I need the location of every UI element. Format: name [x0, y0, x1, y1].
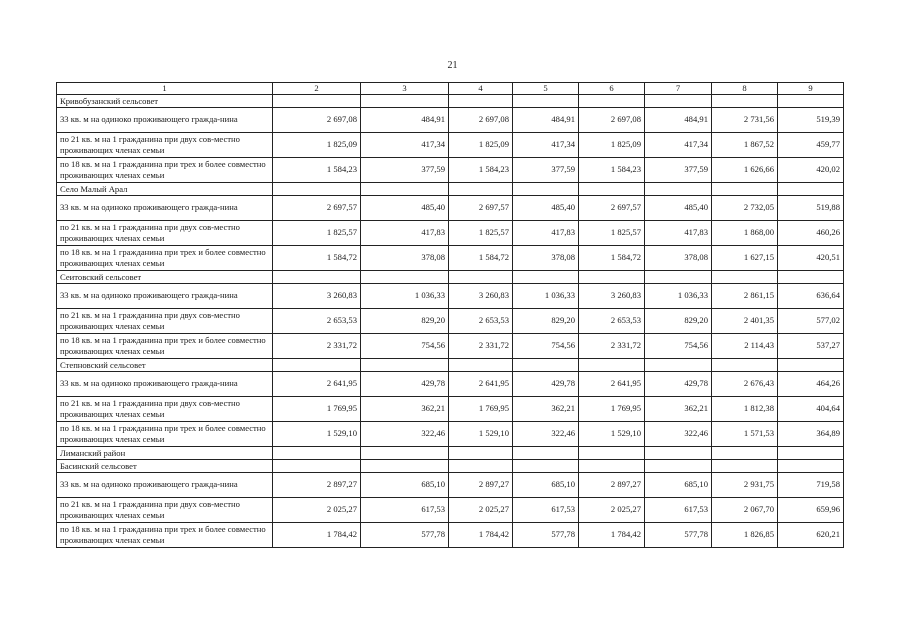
table-row: [57, 220, 844, 245]
value-cell: 2 732,05: [712, 195, 778, 220]
value-cell: 322,46: [361, 421, 449, 446]
value-cell: 1 529,10: [273, 421, 361, 446]
value-cell: 484,91: [513, 107, 579, 132]
value-cell: 2 897,27: [449, 472, 513, 497]
value-cell: 2 331,72: [449, 333, 513, 358]
table-row: [57, 522, 844, 547]
column-number-header: 3: [361, 83, 449, 95]
value-cell: 617,53: [513, 497, 579, 522]
section-title: Сеитовский сельсовет: [57, 270, 273, 283]
value-cell: 377,59: [513, 157, 579, 182]
value-cell: 378,08: [645, 245, 712, 270]
empty-cell: [449, 270, 513, 283]
value-cell: 2 697,57: [579, 195, 645, 220]
value-cell: 3 260,83: [449, 283, 513, 308]
empty-cell: [778, 94, 844, 107]
value-cell: 1 529,10: [579, 421, 645, 446]
value-cell: 2 931,75: [712, 472, 778, 497]
empty-cell: [273, 446, 361, 459]
value-cell: 2 653,53: [449, 308, 513, 333]
value-cell: 364,89: [778, 421, 844, 446]
value-cell: 417,83: [361, 220, 449, 245]
section-title: Басинский сельсовет: [57, 459, 273, 472]
value-cell: 3 260,83: [579, 283, 645, 308]
empty-cell: [449, 446, 513, 459]
value-cell: 2 676,43: [712, 371, 778, 396]
table-row: [57, 497, 844, 522]
value-cell: 1 784,42: [449, 522, 513, 547]
value-cell: 659,96: [778, 497, 844, 522]
column-number-header: 4: [449, 83, 513, 95]
empty-cell: [513, 358, 579, 371]
value-cell: 420,51: [778, 245, 844, 270]
value-cell: 362,21: [361, 396, 449, 421]
value-cell: 2 697,08: [449, 107, 513, 132]
empty-cell: [778, 358, 844, 371]
value-cell: 429,78: [645, 371, 712, 396]
empty-cell: [273, 270, 361, 283]
empty-cell: [273, 459, 361, 472]
empty-cell: [513, 459, 579, 472]
row-label: по 21 кв. м на 1 гражданина при двух сов-местно проживающих членах семьи: [57, 308, 273, 333]
value-cell: 378,08: [513, 245, 579, 270]
value-cell: 1 825,57: [273, 220, 361, 245]
value-cell: 2 331,72: [579, 333, 645, 358]
row-label: по 21 кв. м на 1 гражданина при двух сов-местно проживающих членах семьи: [57, 132, 273, 157]
empty-cell: [513, 94, 579, 107]
value-cell: 1 584,23: [579, 157, 645, 182]
value-cell: 519,88: [778, 195, 844, 220]
value-cell: 378,08: [361, 245, 449, 270]
value-cell: 322,46: [513, 421, 579, 446]
value-cell: 417,34: [361, 132, 449, 157]
row-label: по 18 кв. м на 1 гражданина при трех и более совместно проживающих членах семьи: [57, 333, 273, 358]
empty-cell: [361, 94, 449, 107]
row-label: по 21 кв. м на 1 гражданина при двух сов-местно проживающих членах семьи: [57, 497, 273, 522]
empty-cell: [579, 270, 645, 283]
value-cell: 1 036,33: [513, 283, 579, 308]
value-cell: 377,59: [361, 157, 449, 182]
section-row: [57, 270, 844, 283]
value-cell: 485,40: [645, 195, 712, 220]
value-cell: 464,26: [778, 371, 844, 396]
column-number-header: 7: [645, 83, 712, 95]
value-cell: 362,21: [645, 396, 712, 421]
value-cell: 537,27: [778, 333, 844, 358]
value-cell: 2 697,08: [579, 107, 645, 132]
empty-cell: [579, 182, 645, 195]
value-cell: 417,34: [645, 132, 712, 157]
value-cell: 754,56: [513, 333, 579, 358]
table-row: [57, 308, 844, 333]
empty-cell: [449, 94, 513, 107]
value-cell: 1 868,00: [712, 220, 778, 245]
empty-cell: [645, 94, 712, 107]
column-number-header: 6: [579, 83, 645, 95]
value-cell: 1 584,72: [449, 245, 513, 270]
value-cell: 577,78: [361, 522, 449, 547]
table-body: [57, 94, 844, 547]
housing-cost-table: [56, 82, 844, 548]
empty-cell: [273, 94, 361, 107]
row-label: по 21 кв. м на 1 гражданина при двух сов-местно проживающих членах семьи: [57, 220, 273, 245]
value-cell: 377,59: [645, 157, 712, 182]
table-row: [57, 245, 844, 270]
empty-cell: [361, 459, 449, 472]
value-cell: 617,53: [361, 497, 449, 522]
empty-cell: [579, 358, 645, 371]
empty-cell: [273, 358, 361, 371]
section-row: [57, 182, 844, 195]
value-cell: 1 584,23: [273, 157, 361, 182]
value-cell: 685,10: [645, 472, 712, 497]
empty-cell: [645, 182, 712, 195]
column-number-header: 2: [273, 83, 361, 95]
value-cell: 685,10: [361, 472, 449, 497]
value-cell: 617,53: [645, 497, 712, 522]
value-cell: 577,78: [513, 522, 579, 547]
row-label: 33 кв. м на одиноко проживающего гражда-нина: [57, 472, 273, 497]
value-cell: 829,20: [645, 308, 712, 333]
value-cell: 2 114,43: [712, 333, 778, 358]
value-cell: 2 067,70: [712, 497, 778, 522]
value-cell: 754,56: [361, 333, 449, 358]
value-cell: 1 627,15: [712, 245, 778, 270]
empty-cell: [579, 446, 645, 459]
section-row: [57, 94, 844, 107]
empty-cell: [712, 270, 778, 283]
value-cell: 1 826,85: [712, 522, 778, 547]
empty-cell: [513, 182, 579, 195]
value-cell: 1 825,57: [449, 220, 513, 245]
value-cell: 577,78: [645, 522, 712, 547]
value-cell: 429,78: [513, 371, 579, 396]
row-label: по 18 кв. м на 1 гражданина при трех и более совместно проживающих членах семьи: [57, 157, 273, 182]
value-cell: 459,77: [778, 132, 844, 157]
value-cell: 1 825,09: [273, 132, 361, 157]
value-cell: 2 697,08: [273, 107, 361, 132]
value-cell: 1 825,09: [449, 132, 513, 157]
empty-cell: [645, 446, 712, 459]
section-title: Кривобузанский сельсовет: [57, 94, 273, 107]
value-cell: 2 641,95: [449, 371, 513, 396]
empty-cell: [449, 459, 513, 472]
table-row: [57, 157, 844, 182]
value-cell: 1 626,66: [712, 157, 778, 182]
empty-cell: [645, 270, 712, 283]
value-cell: 636,64: [778, 283, 844, 308]
empty-cell: [361, 270, 449, 283]
value-cell: 1 867,52: [712, 132, 778, 157]
value-cell: 754,56: [645, 333, 712, 358]
value-cell: 2 025,27: [579, 497, 645, 522]
empty-cell: [712, 358, 778, 371]
value-cell: 620,21: [778, 522, 844, 547]
table-row: [57, 107, 844, 132]
value-cell: 2 697,57: [449, 195, 513, 220]
value-cell: 1 769,95: [579, 396, 645, 421]
empty-cell: [449, 182, 513, 195]
empty-cell: [361, 446, 449, 459]
value-cell: 1 036,33: [645, 283, 712, 308]
value-cell: 2 861,15: [712, 283, 778, 308]
row-label: по 18 кв. м на 1 гражданина при трех и более совместно проживающих членах семьи: [57, 522, 273, 547]
value-cell: 322,46: [645, 421, 712, 446]
empty-cell: [712, 446, 778, 459]
table-row: [57, 283, 844, 308]
empty-cell: [712, 94, 778, 107]
value-cell: 404,64: [778, 396, 844, 421]
row-label: 33 кв. м на одиноко проживающего гражда-нина: [57, 371, 273, 396]
empty-cell: [778, 459, 844, 472]
empty-cell: [645, 459, 712, 472]
empty-cell: [449, 358, 513, 371]
value-cell: 2 641,95: [273, 371, 361, 396]
empty-cell: [778, 446, 844, 459]
row-label: по 18 кв. м на 1 гражданина при трех и более совместно проживающих членах семьи: [57, 421, 273, 446]
value-cell: 2 025,27: [449, 497, 513, 522]
section-title: Лиманский район: [57, 446, 273, 459]
value-cell: 1 584,23: [449, 157, 513, 182]
empty-cell: [645, 358, 712, 371]
value-cell: 719,58: [778, 472, 844, 497]
value-cell: 1 529,10: [449, 421, 513, 446]
value-cell: 2 897,27: [579, 472, 645, 497]
empty-cell: [361, 182, 449, 195]
value-cell: 484,91: [645, 107, 712, 132]
value-cell: 1 571,53: [712, 421, 778, 446]
value-cell: 2 641,95: [579, 371, 645, 396]
table-row: [57, 195, 844, 220]
value-cell: 485,40: [361, 195, 449, 220]
table-row: [57, 396, 844, 421]
value-cell: 420,02: [778, 157, 844, 182]
value-cell: 460,26: [778, 220, 844, 245]
row-label: 33 кв. м на одиноко проживающего гражда-нина: [57, 195, 273, 220]
value-cell: 2 331,72: [273, 333, 361, 358]
row-label: 33 кв. м на одиноко проживающего гражда-нина: [57, 283, 273, 308]
value-cell: 519,39: [778, 107, 844, 132]
row-label: по 18 кв. м на 1 гражданина при трех и более совместно проживающих членах семьи: [57, 245, 273, 270]
value-cell: 362,21: [513, 396, 579, 421]
column-number-header-row: [57, 83, 844, 95]
empty-cell: [778, 182, 844, 195]
row-label: 33 кв. м на одиноко проживающего гражда-нина: [57, 107, 273, 132]
value-cell: 1 784,42: [273, 522, 361, 547]
table-row: [57, 472, 844, 497]
page-number: 21: [447, 60, 458, 71]
empty-cell: [712, 459, 778, 472]
value-cell: 2 731,56: [712, 107, 778, 132]
table-row: [57, 421, 844, 446]
value-cell: 829,20: [513, 308, 579, 333]
column-number-header: 9: [778, 83, 844, 95]
row-label: по 21 кв. м на 1 гражданина при двух сов-местно проживающих членах семьи: [57, 396, 273, 421]
empty-cell: [778, 270, 844, 283]
value-cell: 2 401,35: [712, 308, 778, 333]
table-row: [57, 333, 844, 358]
empty-cell: [712, 182, 778, 195]
value-cell: 1 812,38: [712, 396, 778, 421]
empty-cell: [513, 270, 579, 283]
value-cell: 1 584,72: [579, 245, 645, 270]
value-cell: 417,83: [645, 220, 712, 245]
section-title: Село Малый Арал: [57, 182, 273, 195]
section-row: [57, 358, 844, 371]
column-number-header: 1: [57, 83, 273, 95]
value-cell: 2 025,27: [273, 497, 361, 522]
column-number-header: 5: [513, 83, 579, 95]
section-title: Степновский сельсовет: [57, 358, 273, 371]
column-number-header: 8: [712, 83, 778, 95]
table-row: [57, 132, 844, 157]
table-row: [57, 371, 844, 396]
value-cell: 417,34: [513, 132, 579, 157]
value-cell: 1 769,95: [449, 396, 513, 421]
value-cell: 2 697,57: [273, 195, 361, 220]
value-cell: 1 825,57: [579, 220, 645, 245]
section-row: [57, 459, 844, 472]
empty-cell: [579, 94, 645, 107]
empty-cell: [273, 182, 361, 195]
empty-cell: [579, 459, 645, 472]
value-cell: 417,83: [513, 220, 579, 245]
value-cell: 2 653,53: [579, 308, 645, 333]
value-cell: 1 825,09: [579, 132, 645, 157]
empty-cell: [513, 446, 579, 459]
value-cell: 429,78: [361, 371, 449, 396]
value-cell: 829,20: [361, 308, 449, 333]
value-cell: 2 653,53: [273, 308, 361, 333]
value-cell: 1 769,95: [273, 396, 361, 421]
section-row: [57, 446, 844, 459]
empty-cell: [361, 358, 449, 371]
value-cell: 1 584,72: [273, 245, 361, 270]
value-cell: 1 784,42: [579, 522, 645, 547]
value-cell: 2 897,27: [273, 472, 361, 497]
value-cell: 685,10: [513, 472, 579, 497]
value-cell: 577,02: [778, 308, 844, 333]
value-cell: 484,91: [361, 107, 449, 132]
value-cell: 1 036,33: [361, 283, 449, 308]
value-cell: 3 260,83: [273, 283, 361, 308]
value-cell: 485,40: [513, 195, 579, 220]
